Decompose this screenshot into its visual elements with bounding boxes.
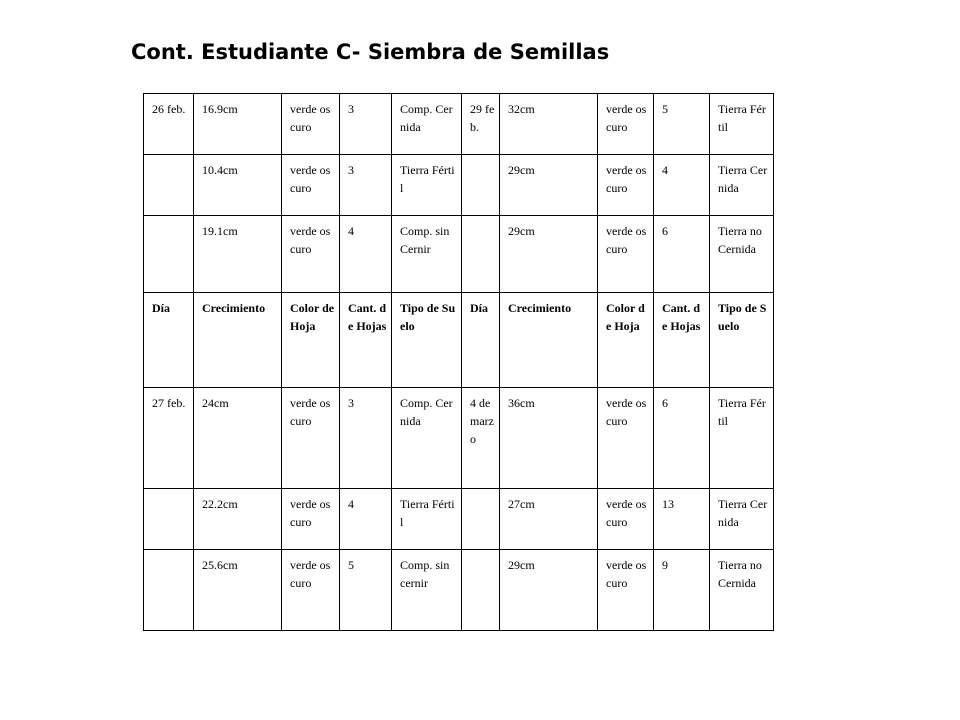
- table-cell: 5: [654, 94, 710, 155]
- table-cell: 3: [340, 388, 392, 489]
- table-cell: verde oscuro: [282, 489, 340, 550]
- table-cell: Comp. Cernida: [392, 388, 462, 489]
- column-header: Día: [462, 293, 500, 388]
- table-cell: verde oscuro: [598, 94, 654, 155]
- table-cell: 4: [654, 155, 710, 216]
- table-cell: [462, 216, 500, 293]
- column-header: Crecimiento: [500, 293, 598, 388]
- table-cell: 27cm: [500, 489, 598, 550]
- table-cell: 4 de marzo: [462, 388, 500, 489]
- table-cell: 29cm: [500, 216, 598, 293]
- table-row: [144, 155, 774, 216]
- table-cell: Tierra Fértil: [710, 94, 774, 155]
- table-cell: verde oscuro: [282, 550, 340, 631]
- table-cell: 10.4cm: [194, 155, 282, 216]
- table-cell: 6: [654, 388, 710, 489]
- seed-growth-table: [143, 93, 774, 631]
- table-cell: 32cm: [500, 94, 598, 155]
- table-cell: Tierra no Cernida: [710, 216, 774, 293]
- table-cell: verde oscuro: [598, 216, 654, 293]
- table-cell: 16.9cm: [194, 94, 282, 155]
- table-cell: verde oscuro: [282, 155, 340, 216]
- page-title: Cont. Estudiante C- Siembra de Semillas: [131, 40, 610, 64]
- table-cell: 19.1cm: [194, 216, 282, 293]
- table-cell: Comp. sin cernir: [392, 550, 462, 631]
- table-cell: 36cm: [500, 388, 598, 489]
- table-cell: verde oscuro: [598, 489, 654, 550]
- table-cell: 24cm: [194, 388, 282, 489]
- table-cell: verde oscuro: [282, 216, 340, 293]
- table-row: [144, 550, 774, 631]
- table-cell: 29cm: [500, 550, 598, 631]
- table-cell: 5: [340, 550, 392, 631]
- table-cell: [462, 155, 500, 216]
- table-cell: 29cm: [500, 155, 598, 216]
- table-row: [144, 94, 774, 155]
- table-cell: 6: [654, 216, 710, 293]
- column-header: Tipo de Suelo: [710, 293, 774, 388]
- table-row: [144, 216, 774, 293]
- table-cell: Tierra Cernida: [710, 155, 774, 216]
- table-cell: 27 feb.: [144, 388, 194, 489]
- table-cell: Tierra Cernida: [710, 489, 774, 550]
- table-cell: Comp. sin Cernir: [392, 216, 462, 293]
- table-cell: [144, 155, 194, 216]
- table-cell: 22.2cm: [194, 489, 282, 550]
- table-cell: verde oscuro: [282, 388, 340, 489]
- table-cell: 9: [654, 550, 710, 631]
- table-row: [144, 388, 774, 489]
- column-header: Color de Hoja: [598, 293, 654, 388]
- table-cell: 25.6cm: [194, 550, 282, 631]
- table-cell: verde oscuro: [598, 550, 654, 631]
- column-header: Cant. de Hojas: [654, 293, 710, 388]
- table-cell: [462, 550, 500, 631]
- table-cell: 4: [340, 489, 392, 550]
- column-header: Tipo de Suelo: [392, 293, 462, 388]
- table-cell: 26 feb.: [144, 94, 194, 155]
- table-cell: verde oscuro: [598, 155, 654, 216]
- table-cell: verde oscuro: [598, 388, 654, 489]
- table-cell: Tierra Fértil: [392, 489, 462, 550]
- column-header: Crecimiento: [194, 293, 282, 388]
- table-cell: 4: [340, 216, 392, 293]
- table-cell: Tierra no Cernida: [710, 550, 774, 631]
- table-cell: [144, 216, 194, 293]
- table-cell: [462, 489, 500, 550]
- column-header: Cant. de Hojas: [340, 293, 392, 388]
- table-cell: Tierra Fértil: [392, 155, 462, 216]
- table-cell: 13: [654, 489, 710, 550]
- table-cell: Tierra Fértil: [710, 388, 774, 489]
- table-cell: [144, 489, 194, 550]
- table-row: [144, 489, 774, 550]
- table-cell: 3: [340, 94, 392, 155]
- table-cell: 29 feb.: [462, 94, 500, 155]
- table-cell: verde oscuro: [282, 94, 340, 155]
- column-header: Color de Hoja: [282, 293, 340, 388]
- table-cell: 3: [340, 155, 392, 216]
- table-cell: [144, 550, 194, 631]
- header-row: [144, 293, 774, 388]
- column-header: Día: [144, 293, 194, 388]
- table-cell: Comp. Cernida: [392, 94, 462, 155]
